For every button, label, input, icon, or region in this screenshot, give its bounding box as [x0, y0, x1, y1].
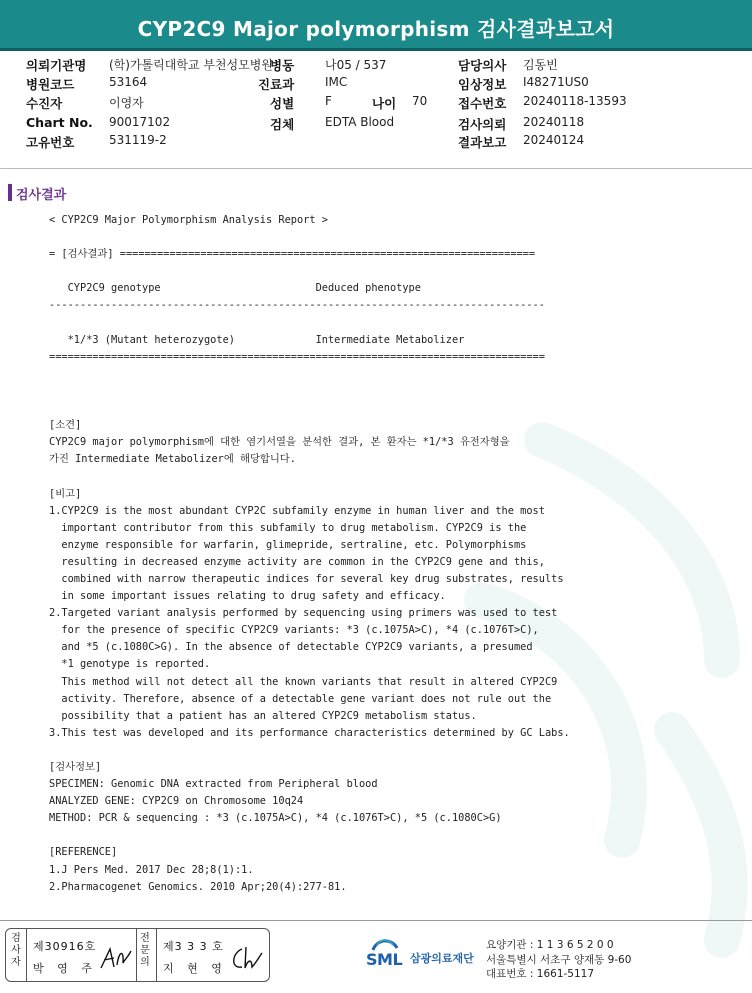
patient-label: 수진자 [26, 96, 63, 111]
doctor-value: 김동빈 [523, 58, 558, 72]
age-value: 70 [412, 94, 428, 108]
clinical-info-value: I48271US0 [523, 75, 589, 89]
info-row [0, 115, 752, 133]
report-line: *1/*3 (Mutant heterozygote) Intermediate Metabolizer [49, 333, 465, 346]
report-line: and *5 (c.1080C>G). In the absence of detectable CYP2C9 variants, a presumed [49, 641, 533, 654]
phone-number: 대표번호 : 1661-5117 [486, 968, 595, 980]
report-line: METHOD: PCR & sequencing : *3 (c.1075A>C), *4 (c.1076T>C), *5 (c.1080C>G) [49, 812, 502, 825]
signer1-number: 제30916호 [33, 940, 97, 953]
report-line: 2.Targeted variant analysis performed by sequencing using primers was used to test [49, 607, 558, 620]
report-line [49, 400, 739, 417]
report-line: enzyme responsible for warfarin, glimepride, sertraline, etc. Polymorphisms [49, 538, 527, 551]
report-line: < CYP2C9 Major Polymorphism Analysis Report > [49, 214, 328, 226]
report-body [49, 212, 739, 896]
report-title: CYP2C9 Major polymorphism 검사결과보고서 [137, 17, 615, 41]
report-line: ================================================================================ [49, 350, 545, 363]
company-logo [364, 936, 484, 976]
section-title: 검사결과 [16, 188, 67, 203]
signature-image [228, 943, 264, 973]
receipt-number-value: 20240118-13593 [523, 94, 627, 108]
ward-label: 병동 [270, 58, 295, 73]
report-line: 2.Pharmacogenet Genomics. 2010 Apr;20(4):277-81. [49, 880, 347, 893]
report-line [49, 263, 739, 280]
receipt-number-label: 접수번호 [458, 96, 507, 111]
age-label: 나이 [372, 96, 397, 111]
unique-number-label: 고유번호 [26, 135, 75, 150]
report-line: for the presence of specific CYP2C9 variants: *3 (c.1075A>C), *4 (c.1076T>C), [49, 624, 539, 637]
sex-label: 성별 [270, 96, 295, 111]
unique-number-value: 531119-2 [109, 133, 167, 147]
signer2-number: 제3 3 3 호 [163, 940, 224, 953]
report-line: CYP2C9 genotype Deduced phenotype [49, 282, 421, 295]
report-line: activity. Therefore, absence of a detectable gene variant does not rule out the [49, 692, 552, 705]
chart-no-label: Chart No. [26, 115, 93, 130]
patient-value: 이영자 [109, 96, 144, 110]
footer-divider [0, 920, 752, 921]
sex-value: F [325, 94, 332, 108]
report-date-value: 20240124 [523, 133, 585, 147]
divider [26, 929, 27, 981]
report-line: = [검사결과] =================================================================== [49, 248, 536, 261]
doctor-label: 담당의사 [458, 58, 507, 73]
report-title-bar [0, 0, 752, 51]
hospital-code-value: 53164 [109, 75, 148, 89]
signer2-name: 지 현 영 [163, 962, 227, 975]
report-line [49, 468, 739, 485]
report-line: This method will not detect all the known variants that result in altered CYP2C9 [49, 675, 558, 688]
specimen-value: EDTA Blood [325, 115, 395, 129]
report-line [49, 315, 739, 332]
report-line: important contributor from this subfamily to drug metabolism. CYP2C9 is the [49, 521, 527, 534]
chart-no-value: 90017102 [109, 115, 171, 129]
report-line: [REFERENCE] [49, 846, 118, 859]
report-line: SPECIMEN: Genomic DNA extracted from Peripheral blood [49, 778, 378, 791]
report-line: 3.This test was developed and its performance characteristics determined by GC Labs. [49, 726, 570, 739]
institution-value: (학)가톨릭대학교 부천성모병원 [109, 58, 273, 72]
signature-image [98, 943, 134, 973]
report-line: CYP2C9 major polymorphism에 대한 염기서열을 분석한 결과, 본 환자는 *1/*3 유전자형을 [49, 436, 510, 449]
info-row [0, 56, 752, 74]
report-line: resulting in decreased enzyme activity are common in the CYP2C9 gene and this, [49, 555, 545, 568]
report-line [49, 742, 739, 759]
logo-company-name: 삼광의료재단 [410, 952, 474, 965]
report-line: -------------------------------------------------------------------------------- [49, 299, 545, 312]
info-row [0, 133, 752, 151]
signer1-name: 박 영 주 [33, 962, 97, 975]
report-line: 가진 Intermediate Metabolizer에 해당합니다. [49, 453, 296, 466]
ward-value: 나05 / 537 [325, 58, 387, 72]
signer1-role: 검사자 [11, 933, 21, 968]
report-line: ANALYZED GENE: CYP2C9 on Chromosome 10q24 [49, 795, 304, 808]
report-line: [소견] [49, 419, 82, 432]
report-line: [비고] [49, 487, 82, 500]
institution-label: 의뢰기관명 [26, 58, 87, 73]
request-date-value: 20240118 [523, 115, 585, 129]
signature-box [5, 928, 270, 982]
address: 서울특별시 서초구 양재동 9-60 [486, 953, 632, 966]
info-row [0, 94, 752, 112]
signer2-role: 전문의 [140, 933, 150, 968]
divider [136, 929, 137, 981]
report-line: possibility that a patient has an altered CYP2C9 metabolism status. [49, 709, 477, 722]
report-line: in some important issues relating to drug safety and efficacy. [49, 590, 446, 603]
report-date-label: 결과보고 [458, 135, 507, 150]
clinical-info-label: 임상정보 [458, 77, 507, 92]
report-line: 1.CYP2C9 is the most abundant CYP2C subfamily enzyme in human liver and the most [49, 504, 545, 517]
report-line: [검사정보] [49, 761, 102, 773]
request-date-label: 검사의뢰 [458, 117, 507, 132]
report-line [49, 383, 739, 400]
report-line [49, 366, 739, 383]
section-accent-bar [8, 184, 12, 201]
report-line: combined with narrow therapeutic indices for several key drug substrates, results [49, 572, 564, 585]
organization-info [486, 938, 631, 982]
report-line [49, 827, 739, 844]
divider [0, 168, 752, 169]
report-line: 1.J Pers Med. 2017 Dec 28;8(1):1. [49, 863, 254, 876]
info-row [0, 75, 752, 93]
department-value: IMC [325, 75, 348, 89]
divider [156, 929, 157, 981]
department-label: 진료과 [258, 77, 295, 92]
hospital-code-label: 병원코드 [26, 77, 75, 92]
report-line: *1 genotype is reported. [49, 658, 211, 671]
specimen-label: 검체 [270, 117, 295, 132]
provider-number: 요양기관 : 1 1 3 6 5 2 0 0 [486, 939, 614, 951]
logo-mark: SML [366, 950, 403, 969]
report-line [49, 229, 739, 246]
